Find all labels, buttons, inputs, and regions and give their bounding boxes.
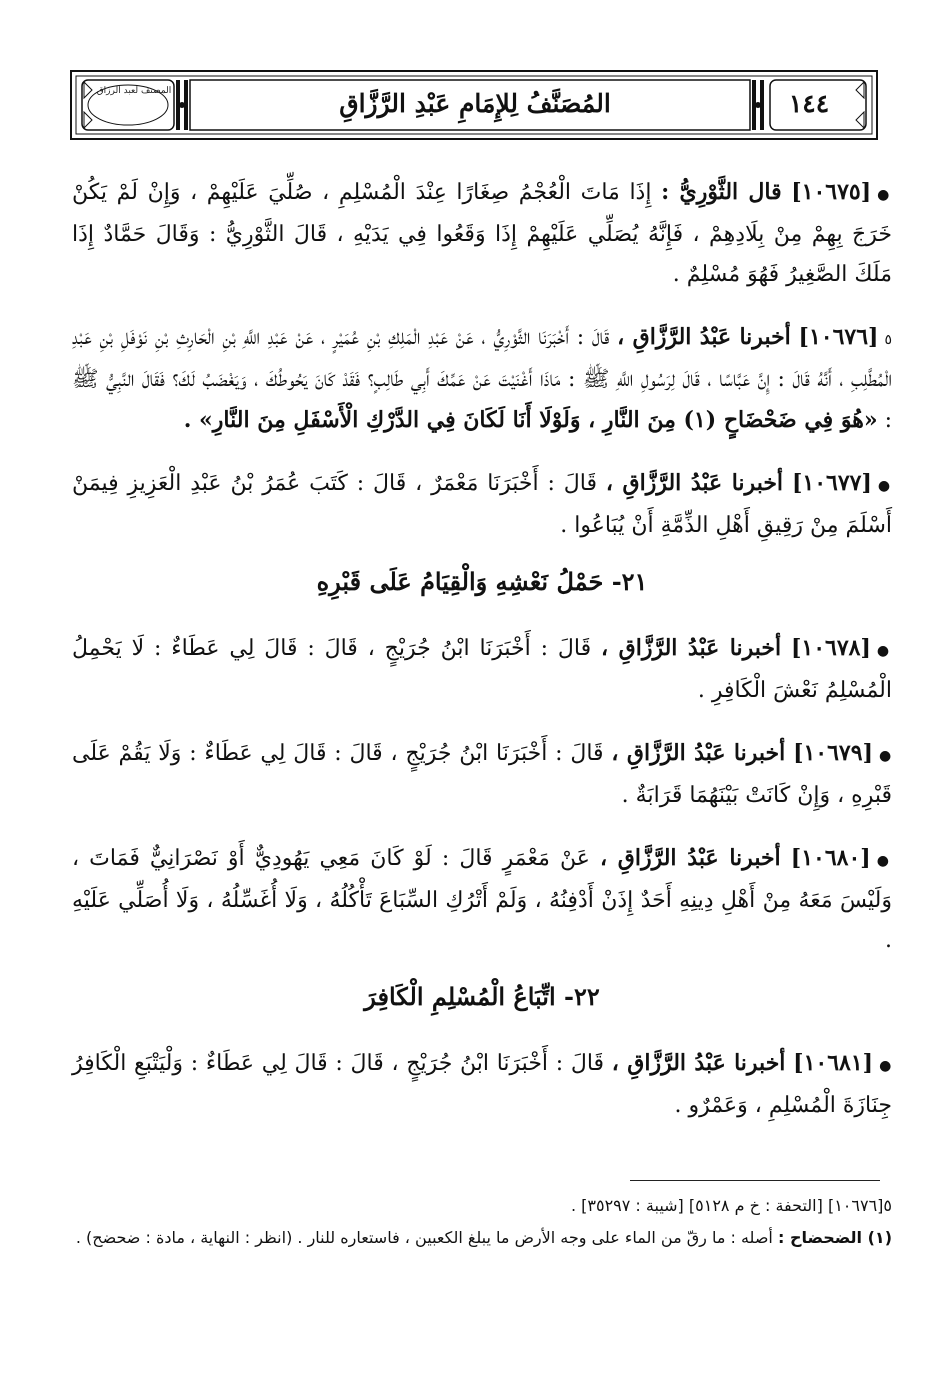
hadith-entry [72, 172, 892, 295]
entry-narrator: أخبرنا عَبْدُ الرَّزَّاقِ ، [617, 324, 791, 350]
header-seal: المصنف لعبد الرزاق [96, 86, 172, 96]
entry-text: عَنْ مَعْمَرٍ قَالَ : لَوْ كَانَ مَعِي يَهُودِيٌّ أَوْ نَصْرَانِيٌّ فَمَاتَ ، وَلَيْسَ مَعَهُ مِنْ أَهْلِ دِينِهِ أَحَدٌ إِذَنْ أَدْفِنُهُ ، وَلَمْ أَتْرُكِ السِّبَاعَ تَأْكُلُهُ ، وَلَا أُغَسِّلُهُ ، وَلَا أُصَلِّي عَلَيْهِ . [72, 846, 892, 953]
footnote-term: (١) الضحضاح : [777, 1228, 892, 1247]
page-number: ١٤٤ [788, 89, 830, 118]
entry-marker: ٥ [884, 332, 892, 348]
entry-text: قَالَ : أَخْبَرَنَا ابْنُ جُرَيْجٍ ، قَالَ : قَالَ لِي عَطَاءٌ : وَلْيَتْبَعِ الْكَافِرُ جِنَازَةَ الْمُسْلِمِ ، وَعَمْرٌو . [72, 1051, 892, 1118]
main-text [72, 150, 892, 1138]
hadith-entry [72, 838, 892, 961]
entry-quote: «هُوَ فِي ضَحْضَاحٍ (١) مِنَ النَّارِ ، وَلَوْلَا أَنَا لَكَانَ فِي الدَّرْكِ الْأَسْفَلِ مِنَ النَّارِ» . [183, 407, 878, 433]
page-header [70, 70, 878, 140]
entry-number: [١٠٦٧٥] [791, 179, 872, 205]
hadith-entry [72, 317, 892, 441]
entry-text: قَالَ : أَخْبَرَنَا الثَّوْرِيُّ ، عَنْ عَبْدِ الْمَلِكِ بْنِ عُمَيْرٍ ، عَنْ عَبْدِ اللَّهِ بْنِ الْحَارِثِ بْنِ نَوْفَلِ بْنِ عَبْدِ الْمُطَّلِبِ ، أَنَّهُ قَالَ : إِنَّ عَبَّاسًا ، قَالَ لِرَسُولِ اللَّهِ ﷺ : مَاذَا أَغْنَيْتَ عَنْ عَمِّكَ أَبِي طَالِبٍ؟ فَقَدْ كَانَ يَحُوطُكَ ، وَيَغْضَبُ لَكَ؟ فَقَالَ النَّبِيُّ ﷺ : [72, 325, 892, 433]
footnote-text: أصله : ما رقّ من الماء على وجه الأرض ما يبلغ الكعبين ، فاستعاره للنار . (انظر : النهاية ، مادة : ضحضح) . [75, 1228, 773, 1247]
entry-narrator: أخبرنا عَبْدُ الرَّزَّاقِ ، [599, 845, 781, 871]
running-title: المُصَنَّفُ لِلإِمَامِ عَبْدِ الرَّزَّاقِ [339, 89, 611, 118]
entry-narrator: قال الثَّوْرِيُّ : [661, 179, 782, 205]
entry-text: إِذَا مَاتَ الْعُجْمُ صِغَارًا عِنْدَ الْمُسْلِمِ ، صُلِّيَ عَلَيْهِمْ ، وَإِنْ لَمْ يَكُنْ خَرَجَ بِهِمْ مِنْ بِلَادِهِمْ ، فَإِنَّهُ يُصَلِّي عَلَيْهِمْ إِذَا وَقَعُوا فِي يَدَيْهِ ، قَالَ الثَّوْرِيُّ : وَقَالَ حَمَّادٌ إِذَا مَلَكَ الصَّغِيرُ فَهُوَ مُسْلِمٌ . [72, 180, 892, 287]
entry-marker: ● [877, 187, 892, 203]
footnote-separator [630, 1180, 880, 1181]
entry-marker: ● [877, 478, 893, 494]
entry-text: قَالَ : أَخْبَرَنَا ابْنُ جُرَيْجٍ ، قَالَ : قَالَ لِي عَطَاءٌ : وَلَا يَقُمْ عَلَى قَبْرِهِ ، وَإِنْ كَانَتْ بَيْنَهُمَا قَرَابَةٌ . [72, 741, 892, 808]
hadith-entry [72, 628, 892, 711]
entry-number: [١٠٦٧٨] [790, 635, 871, 661]
footnote-reference: ٥[١٠٦٧٦] [التحفة : خ م ٥١٢٨] [شيبة : ٣٥٢٩٧] . [570, 1196, 892, 1215]
entry-marker: ● [879, 748, 893, 764]
section-heading-22: ٢٢- اتِّبَاعُ الْمُسْلِمِ الْكَافِرَ [364, 982, 600, 1011]
entry-narrator: أخبرنا عَبْدُ الرَّزَّاقِ ، [611, 1050, 786, 1076]
entry-narrator: أخبرنا عَبْدُ الرَّزَّاقِ ، [605, 470, 784, 496]
entry-text: قَالَ : أَخْبَرَنَا مَعْمَرٌ ، قَالَ : كَتَبَ عُمَرُ بْنُ عَبْدِ الْعَزِيزِ فِيمَنْ أَسْلَمَ مِنْ رَقِيقِ أَهْلِ الذِّمَّةِ أَنْ يُبَاعُوا . [72, 471, 892, 538]
hadith-entry [72, 733, 892, 816]
footnote-gloss [72, 1222, 892, 1254]
entry-number: [١٠٦٨١] [793, 1050, 874, 1076]
entry-text: قَالَ : أَخْبَرَنَا ابْنُ جُرَيْجٍ ، قَالَ : قَالَ لِي عَطَاءٌ : لَا يَحْمِلُ الْمُسْلِمُ نَعْشَ الْكَافِرِ . [72, 636, 892, 703]
footnotes [72, 1190, 892, 1254]
entry-marker: ● [876, 643, 893, 659]
entry-number: [١٠٦٧٩] [793, 740, 873, 766]
entry-marker: ● [876, 853, 893, 869]
entry-number: [١٠٦٧٦] [798, 324, 879, 350]
entry-marker: ● [879, 1058, 893, 1074]
entry-number: [١٠٦٨٠] [790, 845, 871, 871]
entry-number: [١٠٦٧٧] [791, 470, 872, 496]
entry-narrator: أخبرنا عَبْدُ الرَّزَّاقِ ، [601, 635, 782, 661]
hadith-entry [72, 463, 892, 546]
entry-narrator: أخبرنا عَبْدُ الرَّزَّاقِ ، [611, 740, 786, 766]
hadith-entry [72, 1043, 892, 1126]
section-heading-21: ٢١- حَمْلُ نَعْشِهِ وَالْقِيَامُ عَلَى قَبْرِهِ [316, 567, 648, 596]
